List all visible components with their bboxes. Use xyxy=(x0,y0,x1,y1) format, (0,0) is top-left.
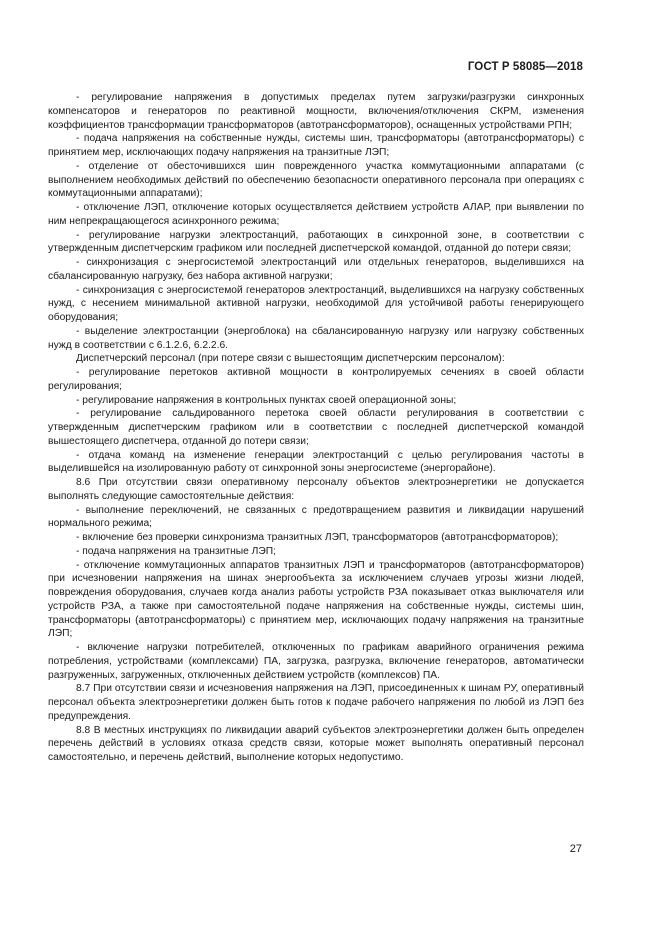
paragraph: - отделение от обесточившихся шин поврежденного участка коммутационными аппаратами (с выполнением необходимых действий по обеспечению безопасности оперативного персонала при операциях с коммутационными аппаратами); xyxy=(48,160,584,200)
paragraph: - включение без проверки синхронизма транзитных ЛЭП, трансформаторов (автотрансформаторов); xyxy=(76,532,559,543)
page-number: 27 xyxy=(569,843,582,855)
paragraph: - отдача команд на изменение генерации электростанций с целью регулирования частоты в выделившейся на изолированную работу от синхронной зоны энергосистеме (энергорайоне). xyxy=(48,449,584,475)
paragraph: - выполнение переключений, не связанных с предотвращением развития и ликвидации нарушений нормального режима; xyxy=(48,504,584,530)
paragraph: 8.6 При отсутствии связи оперативному персоналу объектов электроэнергетики не допускается выполнять следующие самостоятельные действия: xyxy=(48,477,584,502)
paragraph: - отключение ЛЭП, отключение которых осуществляется действием устройств АЛАР, при выявлении по ним непрекращающегося асинхронного режима; xyxy=(48,202,584,227)
paragraph: - подача напряжения на собственные нужды, системы шин, трансформаторы (автотрансформаторы) с принятием мер, исключающих подачу напряжения на транзитные ЛЭП; xyxy=(48,133,584,158)
paragraph: - выделение электростанции (энергоблока) на сбалансированную нагрузку или нагрузку собственных нужд в соответствии с 6.1.2.6, 6.2.2.6. xyxy=(48,325,584,351)
paragraph: - регулирование нагрузки электростанций, работающих в синхронной зоне, в соответствии с утвержденным диспетчерским графиком или последней диспетчерской командой, отданной до потери связи; xyxy=(48,229,584,255)
paragraph: 8.7 При отсутствии связи и исчезновения напряжения на ЛЭП, присоединенных к шинам РУ, оперативный персонал объекта электроэнергетики должен быть готов к подаче рабочего напряжения по любой из ЛЭП без предупреждения. xyxy=(48,683,584,722)
paragraph: Диспетчерский персонал (при потере связи с вышестоящим диспетчерским персоналом): xyxy=(76,353,505,365)
paragraph: - синхронизация с энергосистемой электростанций или отдельных генераторов, выделившихся на сбалансированную нагрузку, без набора активной нагрузки; xyxy=(48,257,584,282)
document-body xyxy=(48,91,584,765)
paragraph: - регулирование напряжения в контрольных пунктах своей операционной зоны; xyxy=(76,394,457,406)
paragraph: - отключение коммутационных аппаратов транзитных ЛЭП и трансформаторов (автотрансформаторов) при исчезновении напряжения на шинах энергообъекта за исключением случаев угрозы жизни людей, повреждения оборудования, случаев когда анализ работы устройств РЗА показывает отказ выключателя или устройств РЗА, а также при самостоятельной подаче напряжения на собственные нужды, системы шин, трансформаторы (автотрансформаторы) с принятием мер, исключающих подачу напряжения на транзитные ЛЭП; xyxy=(48,559,584,640)
paragraph: - регулирование напряжения в допустимых пределах путем загрузки/разгрузки синхронных компенсаторов и генераторов по реактивной мощности, включения/отключения СКРМ, изменения коэффициентов трансформации трансформаторов (автотрансформаторов), оснащенных устройствами РПН; xyxy=(48,92,584,131)
paragraph: - регулирование перетоков активной мощности в контролируемых сечениях в своей области регулирования; xyxy=(48,367,584,392)
document-header: ГОСТ Р 58085—2018 xyxy=(467,61,583,73)
paragraph: - включение нагрузки потребителей, отключенных по графикам аварийного ограничения режима потребления, устройствами (комплексами) ПА, загрузка, разгрузка, включение генераторов, автоматически разгруженных, загруженных, отключенных действием устройств (комплексов) ПА. xyxy=(48,642,584,681)
paragraph: - подача напряжения на транзитные ЛЭП; xyxy=(76,545,276,557)
paragraph: - регулирование сальдированного перетока своей области регулирования в соответствии с утвержденным диспетчерским графиком или в соответствии с последней диспетчерской командой вышестоящего диспетчера, отданной до потери связи; xyxy=(48,408,584,447)
paragraph: 8.8 В местных инструкциях по ликвидации аварий субъектов электроэнергетики должен быть определен перечень действий в условиях отказа средств связи, которые может выполнять оперативный персонал самостоятельно, и перечень действий, выполнение которых недопустимо. xyxy=(48,724,584,763)
paragraph: - синхронизация с энергосистемой генераторов электростанций, выделившихся на нагрузку собственных нужд, с несением минимальной активной нагрузки, необходимой для устойчивой работы генерирующего оборудования; xyxy=(48,284,584,323)
